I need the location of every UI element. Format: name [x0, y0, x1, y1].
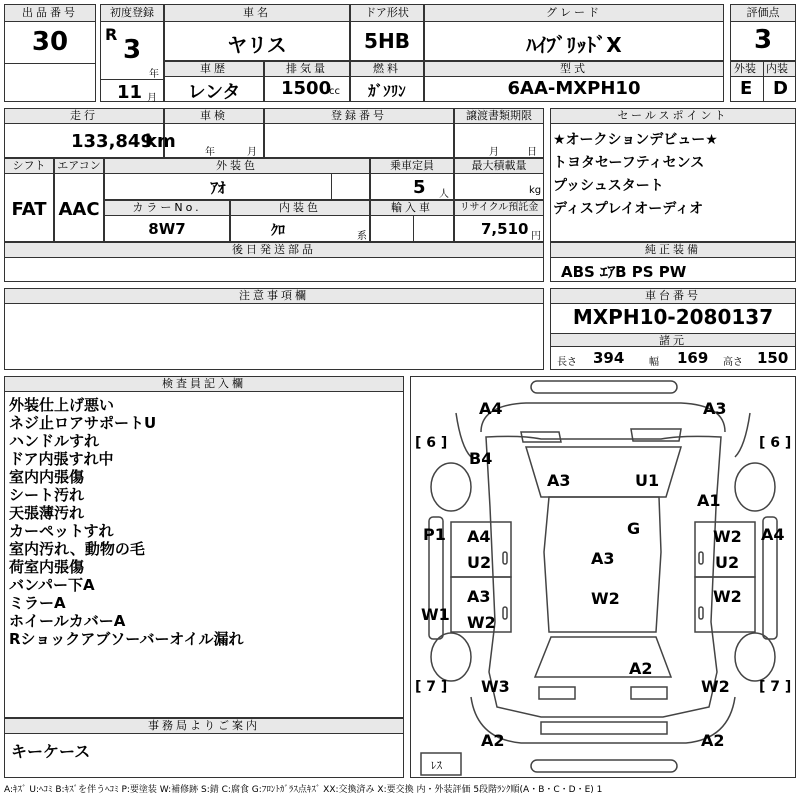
car-outline [411, 377, 795, 777]
damage-mark: A3 [547, 471, 571, 490]
equipment-label: 純正装備 [551, 243, 795, 258]
car-name-box [164, 4, 350, 61]
damage-mark: W1 [421, 605, 450, 624]
inspector-note: 荷室内張傷 [9, 558, 85, 576]
mileage-box [4, 108, 176, 158]
height-label: 高さ [723, 357, 743, 368]
color-box [104, 158, 370, 200]
legend: A:ｷｽﾞ U:ﾍｺﾐ B:ｷｽﾞを伴うﾍｺﾐ P:要塗装 W:補修跡 S:錆 C:腐食 G:ﾌﾛﾝﾄｶﾞﾗｽ点ｷｽﾞ XX:交換済み X:要交換 内・外装評価 5段階ﾗﾝｸ順(A・B・C・D・E) 1 [4, 785, 603, 795]
inspection-year: 年 [205, 147, 215, 158]
color-label: 外装色 [105, 159, 369, 174]
ac-box [54, 158, 104, 242]
shift: FAT [11, 199, 47, 220]
inspector-note: 外装仕上げ悪い [9, 396, 115, 414]
ext-score: E [740, 78, 753, 99]
spare-label: ﾚｽ [431, 759, 442, 772]
sales-point: ディスプレイオーディオ [553, 201, 704, 217]
damage-mark: A2 [701, 731, 725, 750]
damage-mark: W2 [467, 613, 496, 632]
history: レンタ [187, 82, 241, 103]
tire-label-fr: [ 6 ] [759, 435, 792, 451]
fuel-box [350, 61, 424, 102]
score-label: 評価点 [731, 5, 795, 22]
inspector-note: バンパー下A [9, 576, 95, 594]
interior-label: 内装色 [231, 201, 369, 216]
shift-label: シフト [5, 159, 53, 174]
damage-mark: A1 [697, 491, 721, 510]
month-unit: 月 [147, 93, 157, 104]
caution-box [4, 288, 544, 370]
inspector-note: カーペットすれ [9, 522, 114, 540]
damage-mark: W2 [713, 527, 742, 546]
shift-box [4, 158, 54, 242]
import-label: 輸入車 [371, 201, 453, 216]
reg-month: 11 [117, 82, 143, 103]
first-registration-box [100, 4, 164, 102]
damage-mark: A3 [591, 549, 615, 568]
car-name: ヤリス [227, 33, 287, 57]
reg-year: 3 [123, 35, 142, 65]
mileage-label: 走行 [5, 109, 163, 124]
sales-points-list [553, 129, 718, 221]
score-box [730, 4, 796, 61]
inspector-note: シート汚れ [9, 486, 85, 504]
grade-label: グレード [425, 5, 723, 22]
interior-box [230, 200, 370, 242]
office-box [4, 718, 404, 778]
inspection-box [164, 108, 264, 158]
door-label: ドア形状 [351, 5, 423, 22]
capacity-box [370, 158, 454, 200]
damage-mark: G [627, 519, 641, 538]
era: R [105, 25, 118, 44]
damage-mark: A2 [481, 731, 505, 750]
dims-label: 諸元 [551, 333, 795, 347]
inspector-note: ハンドルすれ [9, 432, 100, 450]
inspector-note: ドア内張すれ中 [9, 450, 114, 468]
length: 394 [593, 349, 625, 367]
chassis-number: MXPH10-2080137 [572, 305, 774, 329]
caution-label: 注意事項欄 [5, 289, 543, 304]
tire-label-rr: [ 7 ] [759, 679, 792, 695]
tire-label-fl: [ 6 ] [415, 435, 448, 451]
tire-label-rl: [ 7 ] [415, 679, 448, 695]
mileage-unit: km [145, 131, 176, 152]
sales-point: ★オークションデビュー★ [553, 132, 718, 148]
damage-mark: U2 [715, 553, 740, 572]
ac-label: エアコン [55, 159, 103, 174]
transfer-month: 月 [489, 147, 499, 158]
inspector-note: 天張薄汚れ [9, 504, 85, 522]
equipment-box [550, 242, 796, 282]
damage-mark: A3 [703, 399, 727, 418]
damage-mark: W2 [713, 587, 742, 606]
displacement: 1500 [281, 78, 332, 99]
int-label: 内装 [766, 62, 788, 75]
sales-point: トヨタセーフティセンス [553, 155, 705, 171]
ext-label: 外装 [734, 62, 756, 75]
chassis-label: 車台番号 [551, 289, 795, 304]
reg-number-label: 登録番号 [265, 109, 453, 124]
sales-points-label: セールスポイント [551, 109, 795, 124]
recycle: 7,510 [481, 220, 529, 238]
capacity-unit: 人 [439, 189, 449, 200]
parts-box [4, 242, 544, 282]
damage-mark: A4 [761, 525, 785, 544]
year-unit: 年 [149, 69, 159, 80]
lot-number: 30 [31, 27, 69, 57]
load-label: 最大積載量 [455, 159, 543, 174]
interior-unit: 系 [357, 231, 367, 242]
lot-label: 出品番号 [5, 5, 95, 22]
first-reg-label: 初度登録 [101, 5, 163, 22]
color-no-box [104, 200, 230, 242]
damage-mark: U1 [635, 471, 660, 490]
inspection-month: 月 [247, 147, 257, 158]
color-no: 8W7 [148, 220, 186, 238]
inspector-box [4, 376, 404, 718]
score: 3 [753, 25, 773, 55]
inspector-note: ミラーA [9, 594, 66, 612]
transfer-label: 譲渡書類期限 [455, 109, 543, 124]
inspector-note: ネジ止ロアサポートU [9, 414, 157, 432]
inspector-note: Rショックアブソーバーオイル漏れ [9, 630, 244, 648]
damage-mark: W3 [481, 677, 510, 696]
fuel-label: 燃料 [351, 62, 423, 77]
reg-number-box [264, 108, 454, 158]
recycle-box [454, 200, 544, 242]
mileage: 133,849 [71, 131, 153, 152]
car-name-label: 車名 [165, 5, 349, 22]
sales-points-box [550, 108, 796, 242]
office-label: 事務局よりご案内 [5, 719, 403, 734]
sales-point: プッシュスタート [553, 178, 664, 194]
ac: AAC [58, 199, 100, 220]
damage-mark: B4 [469, 449, 493, 468]
int-score: D [773, 78, 788, 99]
displacement-label: 排気量 [265, 62, 349, 77]
damage-mark: A3 [467, 587, 491, 606]
damage-mark: W2 [591, 589, 620, 608]
inspector-label: 検査員記入欄 [5, 377, 403, 392]
load-unit: kg [529, 185, 542, 196]
inspection-label: 車検 [165, 109, 263, 124]
damage-mark: A4 [479, 399, 503, 418]
ext-int-box [730, 61, 796, 102]
damage-mark: A2 [629, 659, 653, 678]
interior: ｸﾛ [271, 223, 285, 239]
door-box [350, 4, 424, 61]
import-box [370, 200, 454, 242]
parts-label: 後日発送部品 [5, 243, 543, 258]
damage-mark: A4 [467, 527, 491, 546]
capacity-label: 乗車定員 [371, 159, 453, 174]
transfer-box [454, 108, 544, 158]
model-box [424, 61, 724, 102]
history-label: 車歴 [165, 62, 263, 77]
recycle-label: リサイクル預託金 [455, 201, 543, 216]
grade: ﾊｲﾌﾞﾘｯﾄﾞX [526, 33, 622, 57]
color-no-label: カラーNo. [105, 201, 229, 216]
damage-mark: W2 [701, 677, 730, 696]
transfer-day: 日 [527, 147, 537, 158]
history-box [164, 61, 264, 102]
width: 169 [677, 349, 709, 367]
door-type: 5HB [364, 29, 410, 53]
capacity: 5 [413, 177, 426, 198]
grade-box [424, 4, 724, 61]
model-label: 型式 [425, 62, 723, 77]
chassis-box [550, 288, 796, 370]
damage-mark: U2 [467, 553, 492, 572]
damage-mark: P1 [423, 525, 446, 544]
color: ｱｵ [210, 179, 226, 197]
length-label: 長さ [557, 357, 577, 368]
lot-number-box [4, 4, 96, 102]
office-note: キーケース [11, 742, 91, 761]
width-label: 幅 [649, 357, 659, 368]
inspector-note: 室内汚れ、動物の毛 [9, 540, 145, 558]
load-box [454, 158, 544, 200]
displacement-box [264, 61, 350, 102]
model: 6AA-MXPH10 [507, 78, 641, 99]
fuel: ｶﾞｿﾘﾝ [368, 82, 406, 100]
inspector-note: 室内内張傷 [9, 468, 85, 486]
displacement-unit: cc [329, 86, 340, 97]
equipment: ABS ｴｱB PS PW [561, 263, 687, 281]
inspector-note: ホイールカバーA [9, 612, 126, 630]
damage-diagram [410, 376, 796, 778]
recycle-unit: 円 [531, 231, 541, 242]
inspector-notes [9, 396, 243, 648]
height: 150 [757, 349, 789, 367]
